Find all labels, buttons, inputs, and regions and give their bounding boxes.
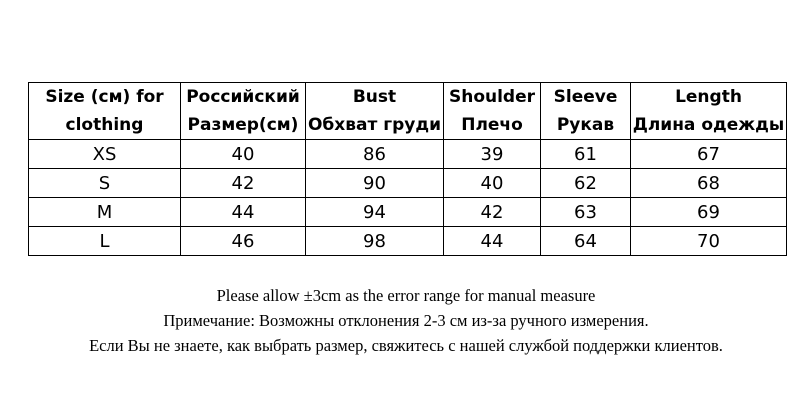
header-length [631,83,787,140]
cell-length: 68 [631,169,787,198]
note-error-range-en: Please allow ±3cm as the error range for manual measure [216,286,596,305]
header-length-line-2: Длина одежды [632,115,785,135]
table-row [29,169,787,198]
header-russian-size-line-2: Размер(см) [187,115,299,135]
header-row [29,83,787,140]
cell-bust: 86 [306,140,444,169]
size-chart-table [28,82,787,256]
header-size [29,83,181,140]
note-contact-support: Если Вы не знаете, как выбрать размер, свяжитесь с нашей службой поддержки клиентов. [89,336,723,355]
cell-bust: 98 [306,227,444,256]
header-shoulder [444,83,541,140]
cell-length: 67 [631,140,787,169]
cell-russian-size: 46 [181,227,306,256]
cell-sleeve: 64 [541,227,631,256]
cell-shoulder: 44 [444,227,541,256]
header-bust-line-2: Обхват груди [307,115,442,135]
table-row [29,198,787,227]
cell-bust: 94 [306,198,444,227]
header-shoulder-line-1: Shoulder [448,87,536,107]
cell-sleeve: 63 [541,198,631,227]
cell-length: 70 [631,227,787,256]
cell-size: M [29,198,181,227]
header-sleeve [541,83,631,140]
cell-size: S [29,169,181,198]
header-bust [306,83,444,140]
cell-sleeve: 62 [541,169,631,198]
cell-sleeve: 61 [541,140,631,169]
measurement-notes [0,283,812,358]
cell-bust: 90 [306,169,444,198]
header-sleeve-line-1: Sleeve [553,87,618,107]
cell-shoulder: 40 [444,169,541,198]
size-chart-body [29,140,787,256]
note-error-range-ru: Примечание: Возможны отклонения 2-3 см из-за ручного измерения. [163,311,649,330]
cell-length: 69 [631,198,787,227]
header-size-line-1: Size (см) for [45,87,164,107]
cell-russian-size: 40 [181,140,306,169]
cell-shoulder: 39 [444,140,541,169]
header-russian-size [181,83,306,140]
header-russian-size-line-1: Российский [186,87,300,107]
cell-size: L [29,227,181,256]
cell-shoulder: 42 [444,198,541,227]
size-chart-header [29,83,787,140]
header-bust-line-1: Bust [352,87,397,107]
cell-size: XS [29,140,181,169]
header-size-line-2: clothing [65,115,144,135]
header-shoulder-line-2: Плечо [461,115,523,135]
cell-russian-size: 44 [181,198,306,227]
table-row [29,140,787,169]
cell-russian-size: 42 [181,169,306,198]
table-row [29,227,787,256]
header-sleeve-line-2: Рукав [556,115,615,135]
header-length-line-1: Length [675,87,742,107]
